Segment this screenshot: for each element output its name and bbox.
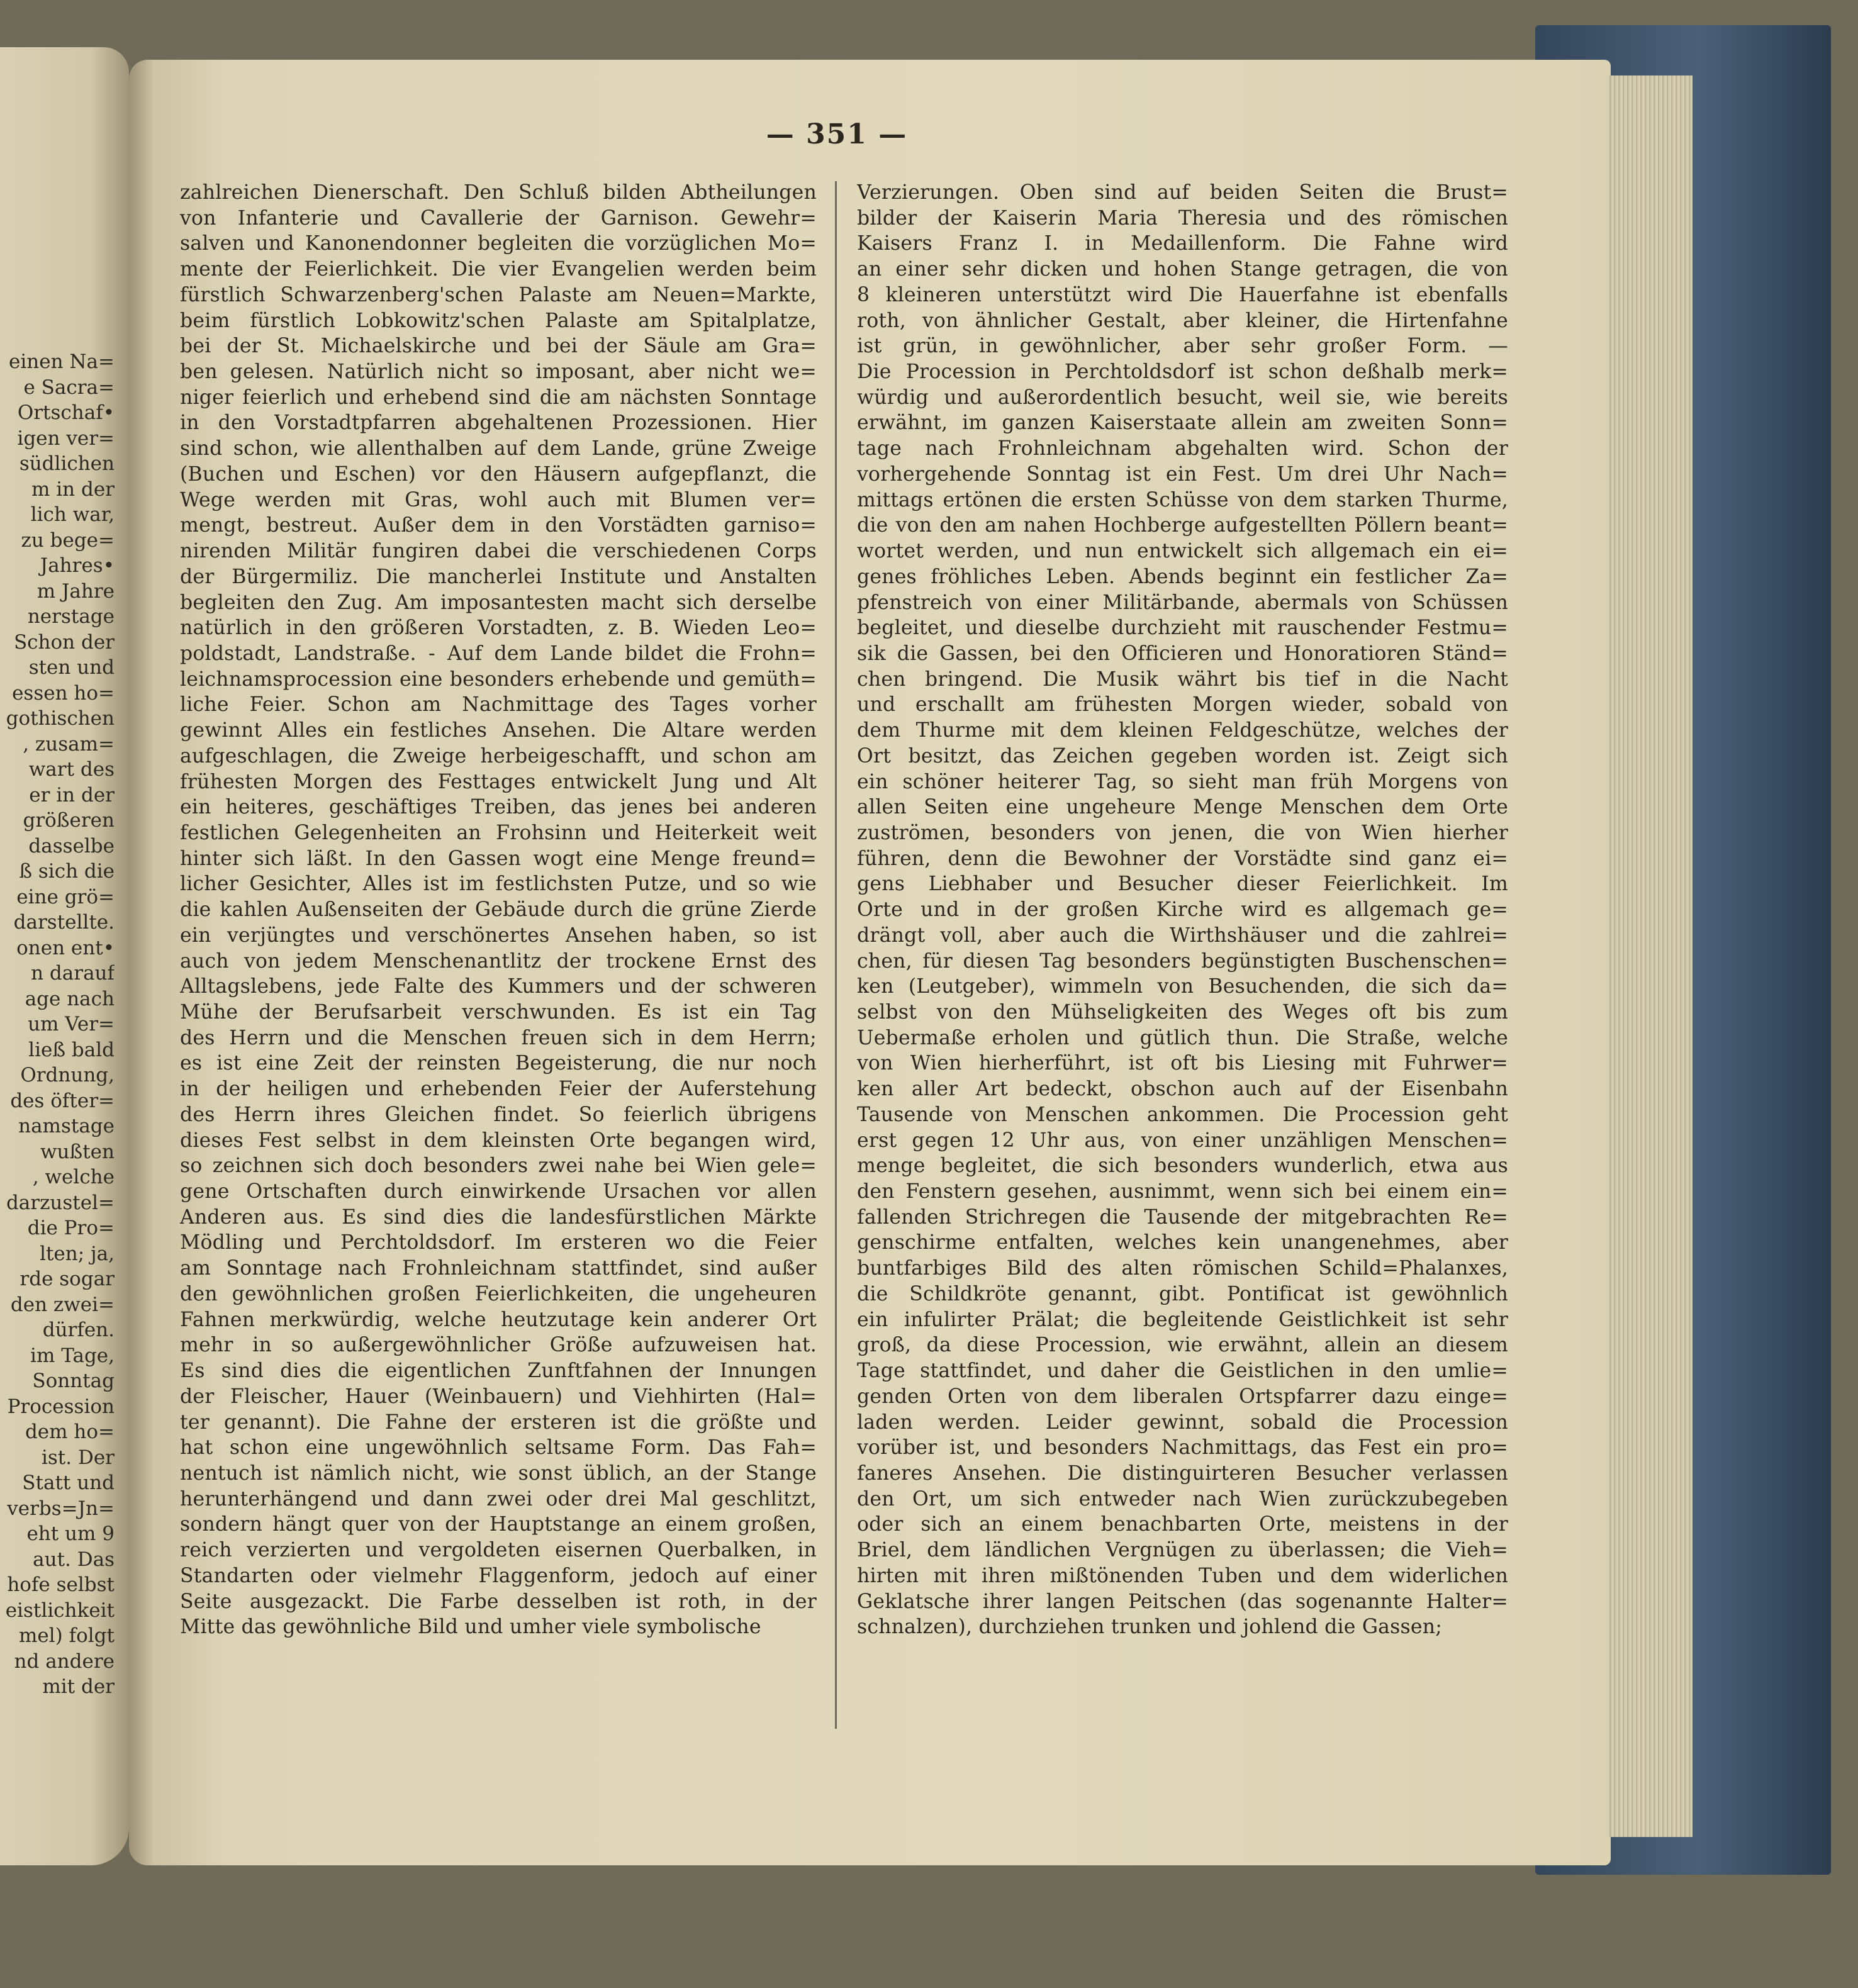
text-line: erst gegen 12 Uhr aus, von einer unzähligen Menschen= xyxy=(857,1129,1508,1152)
text-line: ein schöner heiterer Tag, so sieht man früh Morgens von xyxy=(857,770,1508,793)
text-line: poldstadt, Landstraße. - Auf dem Lande bildet die Frohn= xyxy=(180,642,817,665)
left-page-line: hofe selbst xyxy=(7,1573,115,1596)
text-line: sind schon, wie allenthalben auf dem Lande, grüne Zweige xyxy=(180,437,817,461)
text-line: ein verjüngtes und verschönertes Ansehen haben, so ist xyxy=(180,924,817,947)
left-page-line: namstage xyxy=(18,1115,115,1137)
text-line: die von den am nahen Hochberge aufgestellten Pöllern beant= xyxy=(857,514,1508,537)
left-page-line: er in der xyxy=(29,783,115,807)
left-page-line: den zwei= xyxy=(10,1293,115,1316)
left-page-line: mel) folgt xyxy=(19,1624,115,1647)
text-line: vorhergehende Sonntag ist ein Fest. Um drei Uhr Nach= xyxy=(857,462,1508,486)
left-page-line: eistlichkeit xyxy=(5,1599,115,1622)
text-line: zahlreichen Dienerschaft. Den Schluß bilden Abtheilungen xyxy=(180,181,817,204)
text-line: sik die Gassen, bei den Officieren und Honoratioren Ständ= xyxy=(857,642,1508,665)
text-line: auch von jedem Menschenantlitz der trockene Ernst des xyxy=(180,949,817,973)
text-line: Anderen aus. Es sind dies die landesfürstlichen Märkte xyxy=(180,1205,817,1229)
left-page-line: wußten xyxy=(40,1140,115,1163)
text-line: bei der St. Michaelskirche und bei der Säule am Gra= xyxy=(180,335,817,358)
left-page-line: lich war, xyxy=(30,503,115,526)
left-page-line: eht um 9 xyxy=(26,1522,115,1545)
text-line: Uebermaße erholen und gütlich thun. Die Straße, welche xyxy=(857,1026,1508,1049)
text-line: nentuch ist nämlich nicht, wie sonst üblich, an der Stange xyxy=(180,1461,817,1485)
left-page-line: eine grö= xyxy=(16,885,115,908)
text-line: leichnamsprocession eine besonders erhebende und gemüth= xyxy=(180,667,817,691)
left-page-text-fragment xyxy=(0,349,115,1700)
text-line: menge begleitet, die sich besonders wunderlich, etwa aus xyxy=(857,1154,1508,1178)
left-page-line: n darauf xyxy=(31,962,115,985)
text-line: den Ort, um sich entweder nach Wien zurückzubegeben xyxy=(857,1487,1508,1511)
text-line: gene Ortschaften durch einwirkende Ursachen vor allen xyxy=(180,1180,817,1203)
text-line: erwähnt, im ganzen Kaiserstaate allein am zweiten Sonn= xyxy=(857,411,1508,435)
left-page xyxy=(0,47,129,1865)
text-line: bilder der Kaiserin Maria Theresia und des römischen xyxy=(857,206,1508,230)
text-line: Wege werden mit Gras, wohl auch mit Blumen ver= xyxy=(180,488,817,511)
left-page-line: sten und xyxy=(28,656,115,679)
text-line: (Buchen und Eschen) vor den Häusern aufgepflanzt, die xyxy=(180,462,817,486)
left-page-line: dasselbe xyxy=(28,834,115,857)
text-line: an einer sehr dicken und hohen Stange getragen, die von xyxy=(857,258,1508,281)
left-page-line: die Pro= xyxy=(27,1217,115,1239)
text-line: wortet werden, und nun entwickelt sich allgemach ein ei= xyxy=(857,540,1508,563)
left-page-line: age nach xyxy=(25,987,115,1010)
text-line: roth, von ähnlicher Gestalt, aber kleiner, die Hirtenfahne xyxy=(857,309,1508,332)
text-line: salven und Kanonendonner begleiten die vorzüglichen Mo= xyxy=(180,232,817,255)
left-page-line: rde sogar xyxy=(20,1268,115,1290)
left-page-line: m in der xyxy=(31,477,115,501)
left-page-line: ließ bald xyxy=(28,1038,115,1061)
left-page-line: südlichen xyxy=(19,452,115,475)
text-line: hinter sich läßt. In den Gassen wogt eine Menge freund= xyxy=(180,847,817,870)
text-line: drängt voll, aber auch die Wirthshäuser und die zahlrei= xyxy=(857,924,1508,947)
text-line: buntfarbiges Bild des alten römischen Schild=Phalanxes, xyxy=(857,1257,1508,1280)
text-line: von Infanterie und Cavallerie der Garnison. Gewehr= xyxy=(180,206,817,230)
text-line: mittags ertönen die ersten Schüsse von dem starken Thurme, xyxy=(857,488,1508,511)
left-page-line: des öfter= xyxy=(10,1089,115,1112)
text-line: der Fleischer, Hauer (Weinbauern) und Viehhirten (Hal= xyxy=(180,1385,817,1408)
text-line: hat schon eine ungewöhnlich seltsame Form. Das Fah= xyxy=(180,1436,817,1460)
left-page-line: darstellte. xyxy=(13,911,115,934)
text-line: laden werden. Leider gewinnt, sobald die Procession xyxy=(857,1410,1508,1434)
text-line: allen Seiten eine ungeheure Menge Menschen dem Orte xyxy=(857,796,1508,819)
text-line: 8 kleineren unterstützt wird Die Hauerfahne ist ebenfalls xyxy=(857,283,1508,306)
text-line: sondern hängt quer von der Hauptstange an einem großen, xyxy=(180,1513,817,1536)
text-line: ein infulirter Prälat; die begleitende Geistlichkeit ist sehr xyxy=(857,1308,1508,1331)
text-line: zuströmen, besonders von jenen, die von Wien hierher xyxy=(857,821,1508,844)
text-line: die kahlen Außenseiten der Gebäude durch die grüne Zierde xyxy=(180,898,817,922)
text-line: Geklatsche ihrer langen Peitschen (das sogenannte Halter= xyxy=(857,1590,1508,1613)
text-line: selbst von den Mühseligkeiten des Weges oft bis zum xyxy=(857,1001,1508,1024)
text-line: Tausende von Menschen ankommen. Die Procession geht xyxy=(857,1103,1508,1126)
left-page-line: darzustel= xyxy=(6,1191,115,1214)
text-line: mehr in so außergewöhnlicher Größe aufzuweisen hat. xyxy=(180,1334,817,1357)
text-line: in der heiligen und erhebenden Feier der Auferstehung xyxy=(180,1078,817,1101)
text-line: fürstlich Schwarzenberg'schen Palaste am Neuen=Markte, xyxy=(180,283,817,306)
left-page-line: Ordnung, xyxy=(20,1064,115,1086)
left-page-line: e Sacra= xyxy=(23,376,115,399)
text-line: gens Liebhaber und Besucher dieser Feierlichkeit. Im xyxy=(857,873,1508,896)
text-line: Standarten oder vielmehr Flaggenform, jedoch auf einer xyxy=(180,1564,817,1587)
text-line: und erschallt am frühesten Morgen wieder, sobald von xyxy=(857,693,1508,717)
text-line: oder sich an einem benachbarten Orte, meistens in der xyxy=(857,1513,1508,1536)
text-line: dieses Fest selbst in dem kleinsten Orte begangen wird, xyxy=(180,1129,817,1152)
left-page-line: im Tage, xyxy=(30,1344,115,1367)
text-line: es ist eine Zeit der reinsten Begeisterung, die nur noch xyxy=(180,1052,817,1075)
left-page-line: nerstage xyxy=(27,605,115,628)
text-line: Mitte das gewöhnliche Bild und umher viele symbolische xyxy=(180,1616,761,1639)
text-line: tage nach Frohnleichnam abgehalten wird. Schon der xyxy=(857,437,1508,461)
text-line: mengt, bestreut. Außer dem in den Vorstädten garniso= xyxy=(180,514,817,537)
text-line: ist grün, in gewöhnlicher, aber sehr großer Form. — xyxy=(857,335,1508,358)
text-line: pfenstreich von einer Militärbande, abermals von Schüssen xyxy=(857,591,1508,614)
text-line: begleitet, und dieselbe durchzieht mit rauschender Festmu= xyxy=(857,617,1508,640)
text-line: liche Feier. Schon am Nachmittage des Tages vorher xyxy=(180,693,817,717)
text-line: Verzierungen. Oben sind auf beiden Seiten die Brust= xyxy=(857,181,1508,204)
text-line: würdig und außerordentlich besucht, weil sie, wie bereits xyxy=(857,386,1508,409)
text-line: Es sind dies die eigentlichen Zunftfahnen der Innungen xyxy=(180,1360,817,1383)
left-page-line: verbs=Jn= xyxy=(7,1497,115,1520)
text-line: herunterhängend und dann zwei oder drei Mal geschlitzt, xyxy=(180,1487,817,1511)
left-page-line: , welche xyxy=(32,1166,115,1188)
left-page-line: dürfen. xyxy=(42,1319,115,1341)
text-column-right xyxy=(857,180,1508,1640)
left-page-line: Statt und xyxy=(22,1471,115,1494)
text-column-left xyxy=(180,180,817,1640)
text-line: Orte und in der großen Kirche wird es allgemach ge= xyxy=(857,898,1508,922)
text-line: ter genannt). Die Fahne der ersteren ist die größte und xyxy=(180,1410,817,1434)
text-line: ken (Leutgeber), wimmeln von Besuchenden, die sich da= xyxy=(857,975,1508,998)
text-line: festlichen Gelegenheiten an Frohsinn und Heiterkeit weit xyxy=(180,821,817,844)
left-page-line: gothischen xyxy=(6,707,115,730)
left-page-line: , zusam= xyxy=(23,732,115,756)
text-line: reich verzierten und vergoldeten eisernen Querbalken, in xyxy=(180,1539,817,1562)
text-line: führen, denn die Bewohner der Vorstädte sind ganz ei= xyxy=(857,847,1508,870)
text-line: schnalzen), durchziehen trunken und johlend die Gassen; xyxy=(857,1616,1443,1639)
text-line: groß, da diese Procession, wie erwähnt, allein an diesem xyxy=(857,1334,1508,1357)
left-page-line: essen ho= xyxy=(12,681,115,705)
text-line: faneres Ansehen. Die distinguirteren Besucher verlassen xyxy=(857,1461,1508,1485)
text-line: in den Vorstadtpfarren abgehaltenen Prozessionen. Hier xyxy=(180,411,817,435)
text-line: fallenden Strichregen die Tausende der mitgebrachten Re= xyxy=(857,1205,1508,1229)
text-line: am Sonntage nach Frohnleichnam stattfindet, sind außer xyxy=(180,1257,817,1280)
text-line: des Herrn und die Menschen freuen sich in dem Herrn; xyxy=(180,1026,817,1049)
left-page-line: onen ent• xyxy=(16,936,115,959)
text-line: natürlich in den größeren Vorstadten, z. B. Wieden Leo= xyxy=(180,617,817,640)
text-line: chen, für diesen Tag besonders begünstigten Buschenschen= xyxy=(857,949,1508,973)
text-line: begleiten den Zug. Am imposantesten macht sich derselbe xyxy=(180,591,817,614)
left-page-line: zu bege= xyxy=(21,528,115,552)
left-page-line: wart des xyxy=(28,758,115,781)
text-line: mente der Feierlichkeit. Die vier Evangelien werden beim xyxy=(180,258,817,281)
text-line: ben gelesen. Natürlich nicht so imposant, aber nicht we= xyxy=(180,360,817,384)
text-line: den Fenstern gesehen, ausnimmt, wenn sich bei einem ein= xyxy=(857,1180,1508,1203)
column-divider xyxy=(835,181,837,1729)
text-line: genden Orten von dem liberalen Ortspfarrer dazu einge= xyxy=(857,1385,1508,1408)
left-page-line: mit der xyxy=(42,1675,115,1698)
text-line: Die Procession in Perchtoldsdorf ist schon deßhalb merk= xyxy=(857,360,1508,384)
text-line: Mühe der Berufsarbeit verschwunden. Es ist ein Tag xyxy=(180,1001,817,1024)
left-page-line: um Ver= xyxy=(28,1013,115,1036)
left-page-line: ß sich die xyxy=(19,860,115,883)
text-line: ken aller Art bedeckt, obschon auch auf der Eisenbahn xyxy=(857,1078,1508,1101)
text-line: ein heiteres, geschäftiges Treiben, das jenes bei anderen xyxy=(180,796,817,819)
text-line: nirenden Militär fungiren dabei die verschiedenen Corps xyxy=(180,540,817,563)
text-line: Tage stattfindet, und daher die Geistlichen in den umlie= xyxy=(857,1360,1508,1383)
left-page-line: ist. Der xyxy=(41,1446,115,1469)
text-line: gewinnt Alles ein festliches Ansehen. Die Altare werden xyxy=(180,719,817,742)
page-edges xyxy=(1608,75,1693,1837)
text-line: Alltagslebens, jede Falte des Kummers und der schweren xyxy=(180,975,817,998)
page-number: — 351 — xyxy=(766,118,908,150)
text-line: Briel, dem ländlichen Vergnügen zu überlassen; die Vieh= xyxy=(857,1539,1508,1562)
left-page-line: igen ver= xyxy=(17,427,115,450)
text-line: licher Gesichter, Alles ist im festlichsten Putze, und so wie xyxy=(180,873,817,896)
left-page-line: dem ho= xyxy=(25,1421,115,1443)
text-line: die Schildkröte genannt, gibt. Pontificat ist gewöhnlich xyxy=(857,1282,1508,1305)
left-page-line: einen Na= xyxy=(9,350,115,373)
text-line: frühesten Morgen des Festtages entwickelt Jung und Alt xyxy=(180,770,817,793)
text-line: niger feierlich und erhebend sind die am nächsten Sonntage xyxy=(180,386,817,409)
text-line: der Bürgermiliz. Die mancherlei Institute und Anstalten xyxy=(180,565,817,588)
text-line: vorüber ist, und besonders Nachmittags, das Fest ein pro= xyxy=(857,1436,1508,1460)
left-page-line: nd andere xyxy=(14,1650,115,1673)
text-line: Fahnen merkwürdig, welche heutzutage kein anderer Ort xyxy=(180,1308,817,1331)
left-page-line: aut. Das xyxy=(33,1548,115,1571)
text-line: Seite ausgezackt. Die Farbe desselben ist roth, in der xyxy=(180,1590,817,1613)
text-line: beim fürstlich Lobkowitz'schen Palaste am Spitalplatze, xyxy=(180,309,817,332)
text-line: chen bringend. Die Musik währt bis tief in die Nacht xyxy=(857,667,1508,691)
text-line: Mödling und Perchtoldsdorf. Im ersteren wo die Feier xyxy=(180,1231,817,1254)
text-line: von Wien hierherführt, ist oft bis Liesing mit Fuhrwer= xyxy=(857,1052,1508,1075)
left-page-line: Ortschaf• xyxy=(17,401,115,424)
text-line: genschirme entfalten, welches kein unangenehmes, aber xyxy=(857,1231,1508,1254)
text-line: so zeichnen sich doch besonders zwei nahe bei Wien gele= xyxy=(180,1154,817,1178)
left-page-line: Procession xyxy=(7,1395,115,1418)
text-line: Ort besitzt, das Zeichen gegeben worden ist. Zeigt sich xyxy=(857,744,1508,768)
left-page-line: m Jahre xyxy=(36,579,115,603)
left-page-line: Jahres• xyxy=(40,554,115,577)
text-line: aufgeschlagen, die Zweige herbeigeschafft, und schon am xyxy=(180,744,817,768)
text-line: des Herrn ihres Gleichen findet. So feierlich übrigens xyxy=(180,1103,817,1126)
text-line: dem Thurme mit dem kleinen Feldgeschütze, welches der xyxy=(857,719,1508,742)
left-page-line: lten; ja, xyxy=(40,1242,115,1265)
left-page-line: Sonntag xyxy=(32,1370,115,1392)
left-page-line: größeren xyxy=(23,809,115,832)
text-line: genes fröhliches Leben. Abends beginnt ein festlicher Za= xyxy=(857,565,1508,588)
left-page-line: Schon der xyxy=(13,630,115,654)
text-line: hirten mit ihren mißtönenden Tuben und dem widerlichen xyxy=(857,1564,1508,1587)
text-line: den gewöhnlichen großen Feierlichkeiten, die ungeheuren xyxy=(180,1282,817,1305)
text-line: Kaisers Franz I. in Medaillenform. Die Fahne wird xyxy=(857,232,1508,255)
